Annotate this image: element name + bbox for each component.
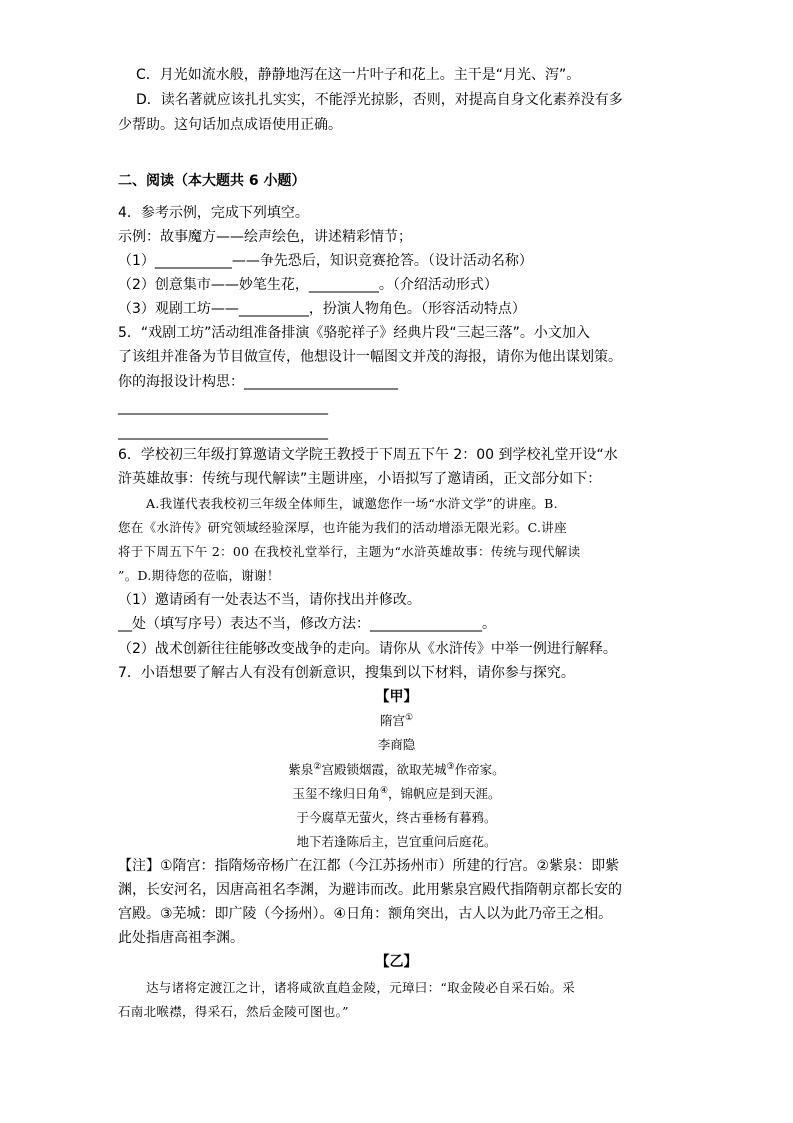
- option-d-line1: D．读名著就应该扎扎实实，不能浮光掠影，否则，对提高自身文化素养没有多: [136, 92, 623, 108]
- q4-item3: （3）观剧工坊——__________，扮演人物角色。（形容活动特点）: [118, 301, 526, 317]
- poem-title-note: ①: [404, 712, 414, 723]
- q4-item1: （1）___________——争先恐后，知识竞赛抢答。（设计活动名称）: [118, 253, 533, 269]
- q5-line2: 了该组并准备为节目做宣传，他想设计一幅图文并茂的海报，请你为他出谋划策。: [118, 349, 622, 365]
- q5-line5: ______________________________: [118, 424, 328, 440]
- q6-line1: 6．学校初三年级打算邀请文学院王教授于下周五下午 2：00 到学校礼堂开设“水: [118, 447, 618, 463]
- q7-yi-line1: 达与诸将定渡江之计，诸将咸欲直趋金陵，元璋曰：“取金陵必自采石始。采: [146, 980, 576, 995]
- q6-letter-line3: 将于下周五下午 2：00 在我校礼堂举行，主题为“水浒英雄故事：传统与现代解读: [118, 544, 581, 559]
- q6-letter-line4: ”。D.期待您的莅临，谢谢！: [118, 568, 280, 583]
- q4-example: 示例：故事魔方——绘声绘色，讲述精彩情节；: [118, 229, 412, 245]
- section-2-title: 二、阅读（本大题共 6 小题）: [118, 173, 306, 189]
- option-d-line2: 少帮助。这句话加点成语使用正确。: [118, 117, 342, 133]
- poem-line3: 于今腐草无萤火，终古垂杨有暮鸦。: [296, 810, 497, 825]
- q5-line3: 你的海报设计构思：______________________: [118, 374, 398, 390]
- q6-sub1: （1）邀请函有一处表达不当，请你找出并修改。: [118, 592, 421, 608]
- q7-note-line1: 【注】①隋宫：指隋炀帝杨广在江都（今江苏扬州市）所建的行宫。②紫泉：即紫: [118, 858, 620, 874]
- q6-line2: 浒英雄故事：传统与现代解读”主题讲座，小语拟写了邀请函，正文部分如下：: [118, 471, 602, 487]
- q6-sub1-answer: __处（填写序号）表达不当，修改方法：________________。: [118, 616, 496, 632]
- q5-line1: 5．“戏剧工坊”活动组准备排演《骆驼祥子》经典片段“三起三落”。小文加入: [118, 325, 590, 341]
- q7-jia-label: 【甲】: [375, 689, 418, 705]
- poem-line4: 地下若逢陈后主，岂宜重问后庭花。: [296, 834, 497, 849]
- q7-stem: 7．小语想要了解古人有没有创新意识，搜集到以下材料，请你参与探究。: [118, 665, 575, 681]
- q7-note-line3: 宫殿。③芜城：即广陵（今扬州）。④日角：额角突出，古人以为此乃帝王之相。: [118, 906, 613, 922]
- q4-stem: 4．参考示例，完成下列填空。: [118, 205, 309, 221]
- q6-letter-line1: A.我谨代表我校初三年级全体师生，诚邀您作一场“水浒文学”的讲座。B.: [146, 496, 558, 511]
- q6-sub2: （2）战术创新往往能够改变战争的走向。请你从《水浒传》中举一例进行解释。: [118, 641, 617, 657]
- q4-item2: （2）创意集市——妙笔生花，__________。（介绍活动形式）: [118, 277, 498, 293]
- q6-letter-line2: 您在《水浒传》研究领域经验深厚，也许能为我们的活动增添无限光彩。C.讲座: [118, 520, 567, 535]
- poem-title: 隋宫①: [379, 712, 414, 728]
- poem-line2: 玉玺不缘归日角④，锦帆应是到天涯。: [292, 785, 501, 801]
- q7-yi-label: 【乙】: [375, 954, 418, 970]
- q5-line4: ______________________________: [118, 399, 328, 415]
- q7-note-line4: 此处指唐高祖李渊。: [118, 930, 244, 946]
- q7-yi-line2: 石南北喉襟，得采石，然后金陵可图也。”: [118, 1004, 349, 1019]
- poem-author: 李商隐: [377, 737, 416, 752]
- q7-note-line2: 渊，长安河名，因唐高祖名李渊，为避讳而改。此用紫泉宫殿代指隋朝京都长安的: [118, 882, 622, 898]
- option-c: C．月光如流水般，静静地泻在这一片叶子和花上。主干是“月光、泻”。: [136, 67, 581, 83]
- poem-line1: 紫泉②宫殿锁烟霞，欲取芜城③作帝家。: [288, 761, 505, 777]
